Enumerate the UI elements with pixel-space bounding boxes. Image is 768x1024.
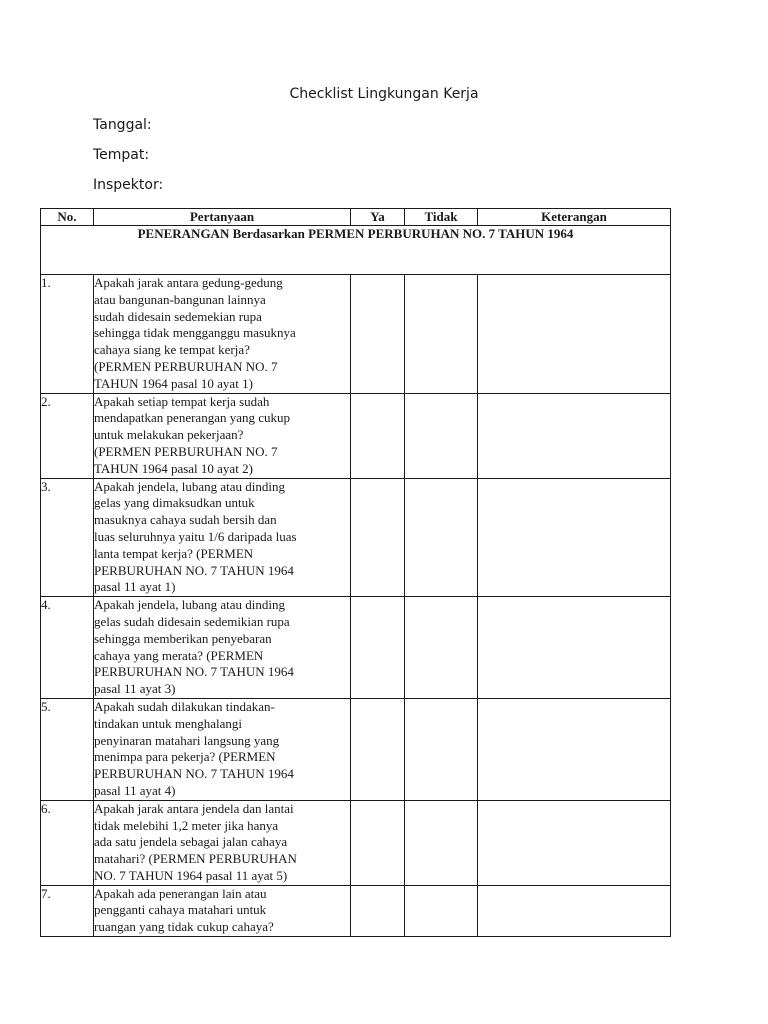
cell-keterangan[interactable] xyxy=(478,597,671,699)
row-number: 6. xyxy=(41,800,94,885)
cell-keterangan[interactable] xyxy=(478,885,671,936)
cell-keterangan[interactable] xyxy=(478,698,671,800)
cell-ya[interactable] xyxy=(351,885,405,936)
field-tempat: Tempat: xyxy=(93,147,150,163)
cell-keterangan[interactable] xyxy=(478,478,671,597)
row-number: 5. xyxy=(41,698,94,800)
table-row xyxy=(41,885,671,936)
section-row xyxy=(41,226,671,275)
cell-ya[interactable] xyxy=(351,478,405,597)
row-number: 4. xyxy=(41,597,94,699)
cell-ya[interactable] xyxy=(351,393,405,478)
header-ya: Ya xyxy=(351,209,405,226)
cell-ya[interactable] xyxy=(351,275,405,394)
table-row xyxy=(41,698,671,800)
row-question: Apakah ada penerangan lain atau pengganti cahaya matahari untuk ruangan yang tidak cukup cahaya? xyxy=(94,885,351,936)
header-tidak: Tidak xyxy=(405,209,478,226)
row-question: Apakah jarak antara jendela dan lantai tidak melebihi 1,2 meter jika hanya ada satu jendela sebagai jalan cahaya matahari? (PERMEN PERBURUHAN NO. 7 TAHUN 1964 pasal 11 ayat 5) xyxy=(94,800,351,885)
row-number: 7. xyxy=(41,885,94,936)
cell-tidak[interactable] xyxy=(405,885,478,936)
field-inspektor: Inspektor: xyxy=(93,177,164,193)
cell-tidak[interactable] xyxy=(405,478,478,597)
row-question: Apakah jendela, lubang atau dinding gelas yang dimaksudkan untuk masuknya cahaya sudah bersih dan luas seluruhnya yaitu 1/6 daripada luas lanta tempat kerja? (PERMEN PERBURUHAN NO. 7 TAHUN 1964 pasal 11 ayat 1) xyxy=(94,478,351,597)
row-number: 1. xyxy=(41,275,94,394)
cell-keterangan[interactable] xyxy=(478,275,671,394)
cell-keterangan[interactable] xyxy=(478,393,671,478)
cell-tidak[interactable] xyxy=(405,597,478,699)
table-row xyxy=(41,393,671,478)
row-question: Apakah setiap tempat kerja sudah mendapatkan penerangan yang cukup untuk melakukan pekerjaan? (PERMEN PERBURUHAN NO. 7 TAHUN 1964 pasal 10 ayat 2) xyxy=(94,393,351,478)
table-row xyxy=(41,275,671,394)
header-keterangan: Keterangan xyxy=(478,209,671,226)
cell-keterangan[interactable] xyxy=(478,800,671,885)
cell-tidak[interactable] xyxy=(405,800,478,885)
checklist-table xyxy=(40,208,671,937)
table-header-row xyxy=(41,209,671,226)
row-number: 3. xyxy=(41,478,94,597)
row-question: Apakah jarak antara gedung-gedung atau bangunan-bangunan lainnya sudah didesain sedemekian rupa sehingga tidak mengganggu masuknya cahaya siang ke tempat kerja? (PERMEN PERBURUHAN NO. 7 TAHUN 1964 pasal 10 ayat 1) xyxy=(94,275,351,394)
cell-ya[interactable] xyxy=(351,698,405,800)
document-title: Checklist Lingkungan Kerja xyxy=(289,86,479,102)
cell-tidak[interactable] xyxy=(405,698,478,800)
header-no: No. xyxy=(41,209,94,226)
table-row xyxy=(41,478,671,597)
table-row xyxy=(41,800,671,885)
header-pertanyaan: Pertanyaan xyxy=(94,209,351,226)
cell-ya[interactable] xyxy=(351,800,405,885)
cell-ya[interactable] xyxy=(351,597,405,699)
row-question: Apakah sudah dilakukan tindakan- tindakan untuk menghalangi penyinaran matahari langsung yang menimpa para pekerja? (PERMEN PERBURUHAN NO. 7 TAHUN 1964 pasal 11 ayat 4) xyxy=(94,698,351,800)
table-row xyxy=(41,597,671,699)
row-question: Apakah jendela, lubang atau dinding gelas sudah didesain sedemikian rupa sehingga memberikan penyebaran cahaya yang merata? (PERMEN PERBURUHAN NO. 7 TAHUN 1964 pasal 11 ayat 3) xyxy=(94,597,351,699)
field-tanggal: Tanggal: xyxy=(93,117,152,133)
section-heading: PENERANGAN Berdasarkan PERMEN PERBURUHAN NO. 7 TAHUN 1964 xyxy=(41,226,671,275)
cell-tidak[interactable] xyxy=(405,393,478,478)
row-number: 2. xyxy=(41,393,94,478)
cell-tidak[interactable] xyxy=(405,275,478,394)
